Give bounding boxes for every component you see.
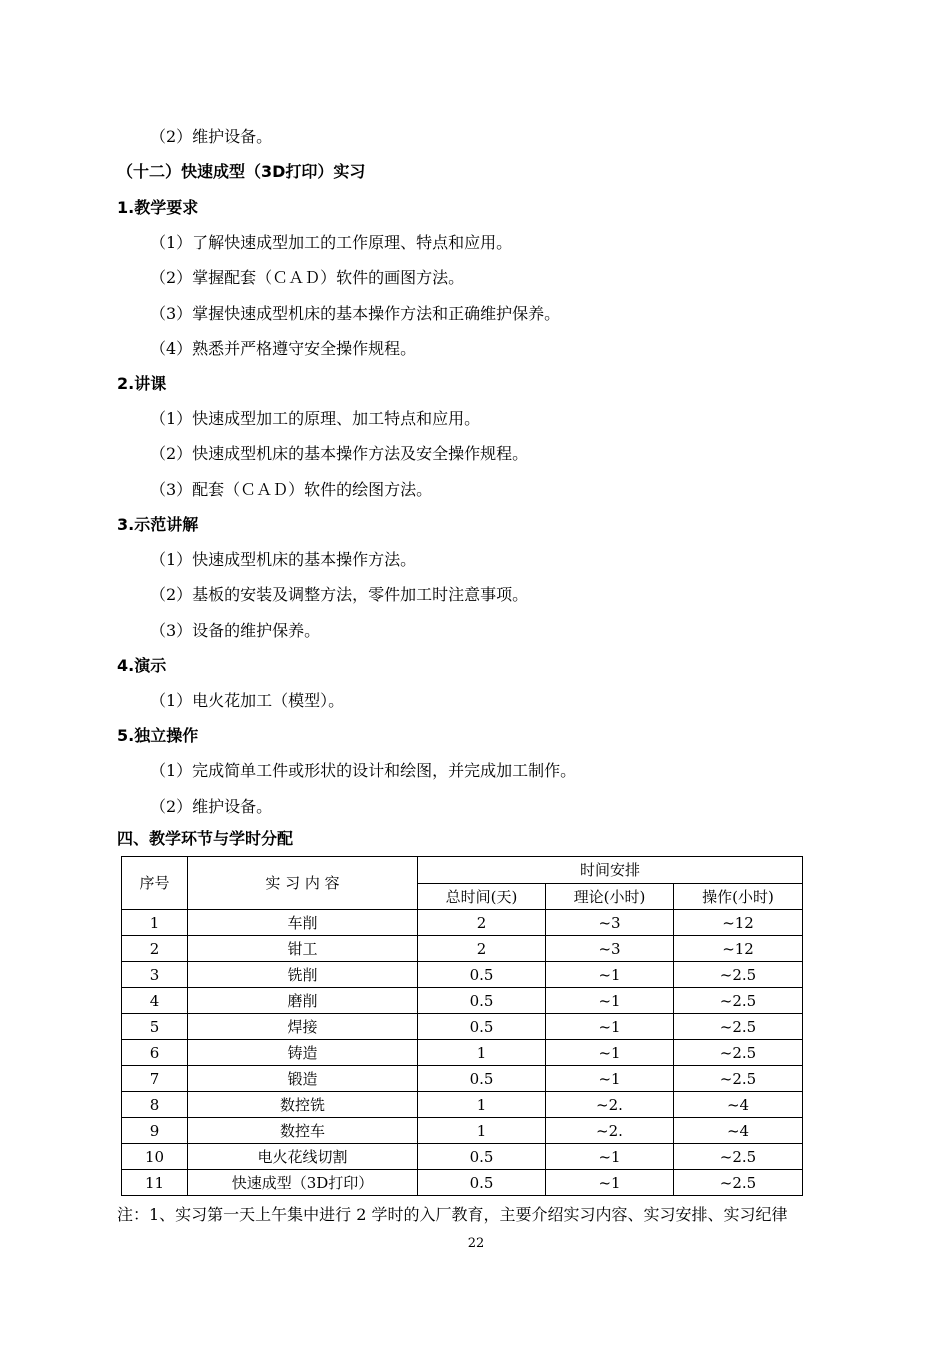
list-item: （2）维护设备。 <box>150 127 273 146</box>
cell-content: 电火花线切割 <box>188 1144 418 1170</box>
list-item: （1）完成简单工件或形状的设计和绘图，并完成加工制作。 <box>150 761 577 780</box>
list-item: （4）熟悉并严格遵守安全操作规程。 <box>150 339 417 358</box>
list-item: （1）电火花加工（模型）。 <box>150 691 345 710</box>
cell-content: 快速成型（3D打印） <box>188 1170 418 1196</box>
cell-total: 1 <box>418 1118 546 1144</box>
table-row <box>122 1066 803 1092</box>
header-theory-hours: 理论(小时) <box>546 884 674 910</box>
list-item: （3）设备的维护保养。 <box>150 621 321 640</box>
cell-theory: ~1 <box>546 962 674 988</box>
cell-content: 数控车 <box>188 1118 418 1144</box>
cell-practice: ~2.5 <box>674 1014 803 1040</box>
cell-practice: ~2.5 <box>674 962 803 988</box>
subsection-heading: 1.教学要求 <box>117 198 199 217</box>
cell-no: 6 <box>122 1040 188 1066</box>
header-practice-hours: 操作(小时) <box>674 884 803 910</box>
table-row <box>122 1118 803 1144</box>
cell-total: 0.5 <box>418 1170 546 1196</box>
list-item: （3）掌握快速成型机床的基本操作方法和正确维护保养。 <box>150 304 561 323</box>
cell-content: 铣削 <box>188 962 418 988</box>
cell-practice: ~2.5 <box>674 1170 803 1196</box>
cell-practice: ~2.5 <box>674 1040 803 1066</box>
cell-no: 1 <box>122 910 188 936</box>
list-item: （1）快速成型机床的基本操作方法。 <box>150 550 417 569</box>
cell-total: 2 <box>418 936 546 962</box>
list-item: （2）快速成型机床的基本操作方法及安全操作规程。 <box>150 444 529 463</box>
list-item: （2）维护设备。 <box>150 797 273 816</box>
cell-content: 铸造 <box>188 1040 418 1066</box>
table-row <box>122 936 803 962</box>
cell-practice: ~12 <box>674 936 803 962</box>
cell-theory: ~3 <box>546 936 674 962</box>
cell-total: 2 <box>418 910 546 936</box>
cell-total: 1 <box>418 1092 546 1118</box>
subsection-heading: 4.演示 <box>117 656 167 675</box>
cell-practice: ~2.5 <box>674 1066 803 1092</box>
cell-content: 车削 <box>188 910 418 936</box>
table-row <box>122 1014 803 1040</box>
cell-theory: ~1 <box>546 1144 674 1170</box>
cell-no: 10 <box>122 1144 188 1170</box>
table-row <box>122 1144 803 1170</box>
cell-theory: ~1 <box>546 1170 674 1196</box>
cell-no: 2 <box>122 936 188 962</box>
cell-no: 11 <box>122 1170 188 1196</box>
cell-no: 4 <box>122 988 188 1014</box>
cell-total: 0.5 <box>418 988 546 1014</box>
section-heading: （十二）快速成型（3D打印）实习 <box>117 162 366 181</box>
table-row <box>122 988 803 1014</box>
cell-practice: ~4 <box>674 1092 803 1118</box>
cell-no: 8 <box>122 1092 188 1118</box>
cell-practice: ~4 <box>674 1118 803 1144</box>
header-no: 序号 <box>122 857 188 910</box>
table-row <box>122 962 803 988</box>
cell-total: 1 <box>418 1040 546 1066</box>
list-item: （3）配套（ＣＡＤ）软件的绘图方法。 <box>150 480 433 499</box>
cell-practice: ~2.5 <box>674 988 803 1014</box>
schedule-table <box>121 856 803 1196</box>
cell-practice: ~12 <box>674 910 803 936</box>
header-total-days: 总时间(天) <box>418 884 546 910</box>
cell-theory: ~3 <box>546 910 674 936</box>
cell-theory: ~1 <box>546 988 674 1014</box>
header-content: 实 习 内 容 <box>188 857 418 910</box>
cell-theory: ~1 <box>546 1014 674 1040</box>
list-item: （2）基板的安装及调整方法，零件加工时注意事项。 <box>150 585 529 604</box>
cell-theory: ~1 <box>546 1040 674 1066</box>
cell-total: 0.5 <box>418 1144 546 1170</box>
table-row <box>122 910 803 936</box>
table-row <box>122 1170 803 1196</box>
cell-no: 5 <box>122 1014 188 1040</box>
table-row <box>122 1040 803 1066</box>
footnote: 注：1、实习第一天上午集中进行 2 学时的入厂教育，主要介绍实习内容、实习安排、实习纪律 <box>117 1205 788 1224</box>
cell-no: 7 <box>122 1066 188 1092</box>
list-item: （1）了解快速成型加工的工作原理、特点和应用。 <box>150 233 513 252</box>
cell-practice: ~2.5 <box>674 1144 803 1170</box>
subsection-heading: 2.讲课 <box>117 374 167 393</box>
cell-theory: ~1 <box>546 1066 674 1092</box>
cell-theory: ~2. <box>546 1092 674 1118</box>
cell-content: 焊接 <box>188 1014 418 1040</box>
subsection-heading: 5.独立操作 <box>117 726 199 745</box>
cell-content: 锻造 <box>188 1066 418 1092</box>
cell-theory: ~2. <box>546 1118 674 1144</box>
subsection-heading: 3.示范讲解 <box>117 515 199 534</box>
cell-no: 3 <box>122 962 188 988</box>
cell-content: 数控铣 <box>188 1092 418 1118</box>
cell-no: 9 <box>122 1118 188 1144</box>
page-number: 22 <box>467 1236 485 1251</box>
list-item: （1）快速成型加工的原理、加工特点和应用。 <box>150 409 481 428</box>
list-item: （2）掌握配套（ＣＡＤ）软件的画图方法。 <box>150 268 465 287</box>
header-time-group: 时间安排 <box>418 857 803 884</box>
table-row <box>122 1092 803 1118</box>
cell-total: 0.5 <box>418 1066 546 1092</box>
section-heading: 四、教学环节与学时分配 <box>117 829 294 848</box>
cell-total: 0.5 <box>418 1014 546 1040</box>
cell-content: 钳工 <box>188 936 418 962</box>
cell-total: 0.5 <box>418 962 546 988</box>
cell-content: 磨削 <box>188 988 418 1014</box>
